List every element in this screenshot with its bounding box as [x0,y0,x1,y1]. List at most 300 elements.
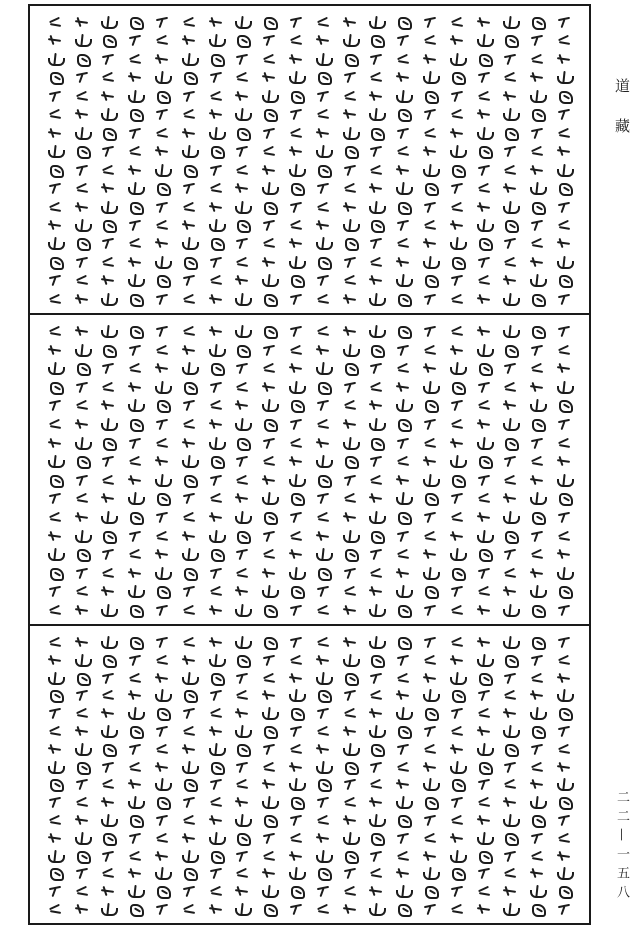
seal-script-glyph [181,274,197,286]
seal-script-glyph [234,814,250,826]
seal-script-glyph [181,689,197,701]
seal-script-glyph [368,903,384,915]
seal-script-glyph [261,850,277,862]
seal-script-glyph [342,492,358,504]
seal-script-glyph [234,53,250,65]
text-column [71,325,93,616]
seal-script-glyph [529,16,545,28]
seal-script-glyph [288,761,304,773]
seal-script-glyph [234,325,250,337]
seal-script-glyph [74,585,90,597]
seal-script-glyph [422,71,438,83]
seal-script-glyph [342,636,358,648]
seal-script-glyph [502,725,518,737]
seal-script-glyph [127,604,143,616]
seal-script-glyph [556,585,572,597]
seal-script-glyph [261,219,277,231]
seal-script-glyph [315,832,331,844]
seal-script-glyph [342,604,358,616]
seal-script-glyph [342,778,358,790]
seal-script-glyph [234,293,250,305]
seal-script-glyph [47,437,63,449]
seal-script-glyph [100,604,116,616]
seal-script-glyph [208,530,224,542]
seal-script-glyph [234,201,250,213]
seal-script-glyph [208,399,224,411]
seal-script-glyph [208,455,224,467]
seal-script-glyph [315,90,331,102]
seal-script-glyph [181,437,197,449]
seal-script-glyph [47,672,63,684]
seal-script-glyph [315,418,331,430]
seal-script-glyph [127,437,143,449]
seal-script-glyph [449,219,465,231]
seal-script-glyph [234,362,250,374]
seal-script-glyph [100,274,116,286]
seal-script-glyph [529,418,545,430]
seal-script-glyph [556,604,572,616]
scripture-page-frame [28,4,591,925]
seal-script-glyph [449,164,465,176]
seal-script-glyph [234,672,250,684]
seal-script-glyph [449,108,465,120]
seal-script-glyph [288,654,304,666]
seal-script-glyph [100,182,116,194]
seal-script-glyph [395,127,411,139]
seal-script-glyph [74,127,90,139]
seal-script-glyph [476,53,492,65]
seal-script-glyph [261,743,277,755]
seal-script-glyph [368,511,384,523]
seal-script-glyph [315,474,331,486]
text-column [97,325,119,616]
seal-script-glyph [422,418,438,430]
seal-script-glyph [74,182,90,194]
seal-script-glyph [208,34,224,46]
seal-script-glyph [529,743,545,755]
seal-script-glyph [208,654,224,666]
seal-script-glyph [529,492,545,504]
seal-script-glyph [154,293,170,305]
seal-script-glyph [234,381,250,393]
seal-script-glyph [47,636,63,648]
seal-script-glyph [395,437,411,449]
seal-script-glyph [100,548,116,560]
seal-script-glyph [288,418,304,430]
seal-script-glyph [476,867,492,879]
seal-script-glyph [342,437,358,449]
seal-script-glyph [288,814,304,826]
seal-script-glyph [342,34,358,46]
seal-script-glyph [368,455,384,467]
seal-script-glyph [154,567,170,579]
seal-script-glyph [529,164,545,176]
seal-script-glyph [529,455,545,467]
seal-script-glyph [181,325,197,337]
seal-script-glyph [476,778,492,790]
seal-script-glyph [74,492,90,504]
seal-script-glyph [502,761,518,773]
seal-script-glyph [288,530,304,542]
seal-script-glyph [127,867,143,879]
text-column [499,636,521,915]
seal-script-glyph [234,71,250,83]
text-column [97,16,119,305]
seal-script-glyph [47,850,63,862]
seal-script-glyph [368,34,384,46]
seal-script-glyph [234,567,250,579]
seal-script-glyph [74,164,90,176]
seal-script-glyph [529,850,545,862]
seal-script-glyph [342,814,358,826]
seal-script-glyph [342,53,358,65]
seal-script-glyph [234,761,250,773]
text-column [473,325,495,616]
seal-script-glyph [395,725,411,737]
seal-script-glyph [502,381,518,393]
seal-script-glyph [449,182,465,194]
seal-script-glyph [476,689,492,701]
seal-script-glyph [261,344,277,356]
seal-script-glyph [154,511,170,523]
seal-script-glyph [556,34,572,46]
seal-script-glyph [422,164,438,176]
seal-script-glyph [342,474,358,486]
seal-script-glyph [288,256,304,268]
seal-script-glyph [288,725,304,737]
seal-script-glyph [208,725,224,737]
seal-script-glyph [315,725,331,737]
seal-script-glyph [476,182,492,194]
seal-script-glyph [529,761,545,773]
seal-script-glyph [395,654,411,666]
seal-script-glyph [181,530,197,542]
seal-script-glyph [288,127,304,139]
seal-script-glyph [502,492,518,504]
text-column [312,16,334,305]
seal-script-glyph [368,381,384,393]
seal-script-glyph [315,237,331,249]
seal-script-glyph [502,885,518,897]
seal-script-glyph [74,654,90,666]
seal-script-glyph [127,707,143,719]
seal-script-glyph [315,885,331,897]
seal-script-glyph [100,201,116,213]
seal-script-glyph [502,511,518,523]
seal-script-glyph [261,362,277,374]
seal-script-glyph [395,145,411,157]
seal-script-glyph [476,636,492,648]
seal-script-glyph [127,53,143,65]
seal-script-glyph [261,567,277,579]
seal-script-glyph [208,604,224,616]
seal-script-glyph [208,636,224,648]
seal-script-glyph [529,903,545,915]
seal-script-glyph [100,108,116,120]
seal-script-glyph [315,182,331,194]
seal-script-glyph [476,585,492,597]
seal-script-glyph [47,867,63,879]
seal-script-glyph [422,53,438,65]
seal-script-glyph [154,604,170,616]
seal-script-glyph [234,90,250,102]
seal-script-glyph [127,344,143,356]
seal-script-glyph [368,567,384,579]
text-column [499,16,521,305]
seal-script-glyph [234,707,250,719]
seal-script-glyph [208,567,224,579]
seal-script-glyph [342,455,358,467]
seal-script-glyph [449,796,465,808]
seal-script-glyph [127,71,143,83]
seal-script-glyph [368,743,384,755]
seal-script-glyph [342,182,358,194]
seal-script-glyph [208,71,224,83]
seal-script-glyph [208,585,224,597]
seal-script-glyph [556,381,572,393]
seal-script-glyph [100,778,116,790]
seal-script-glyph [449,90,465,102]
seal-script-glyph [422,761,438,773]
seal-script-glyph [342,743,358,755]
seal-script-glyph [154,796,170,808]
seal-script-glyph [47,108,63,120]
seal-script-glyph [234,164,250,176]
seal-script-glyph [368,796,384,808]
seal-script-glyph [476,293,492,305]
seal-script-glyph [529,725,545,737]
seal-script-glyph [449,761,465,773]
seal-script-glyph [556,814,572,826]
seal-script-glyph [368,325,384,337]
seal-script-glyph [234,474,250,486]
seal-script-glyph [234,636,250,648]
seal-script-glyph [100,344,116,356]
seal-script-glyph [181,492,197,504]
seal-script-glyph [208,182,224,194]
seal-script-glyph [395,903,411,915]
seal-script-glyph [288,636,304,648]
text-column [231,16,253,305]
seal-script-glyph [261,437,277,449]
seal-script-glyph [368,399,384,411]
seal-script-glyph [208,796,224,808]
seal-script-glyph [74,145,90,157]
seal-script-glyph [181,293,197,305]
seal-script-glyph [181,201,197,213]
seal-script-glyph [181,761,197,773]
seal-script-glyph [100,492,116,504]
seal-script-glyph [395,293,411,305]
seal-script-glyph [100,850,116,862]
seal-script-glyph [74,344,90,356]
seal-script-glyph [127,399,143,411]
seal-script-glyph [234,604,250,616]
seal-script-glyph [208,381,224,393]
seal-script-glyph [556,293,572,305]
seal-script-glyph [502,707,518,719]
seal-script-glyph [208,201,224,213]
text-column [339,636,361,915]
text-column [392,325,414,616]
seal-script-glyph [502,672,518,684]
seal-script-glyph [342,201,358,213]
text-column [553,636,575,915]
seal-script-glyph [476,850,492,862]
seal-script-glyph [476,743,492,755]
seal-script-glyph [315,672,331,684]
seal-script-glyph [449,418,465,430]
seal-script-glyph [529,274,545,286]
seal-script-glyph [342,219,358,231]
seal-script-glyph [181,867,197,879]
seal-script-glyph [449,511,465,523]
seal-script-glyph [208,256,224,268]
seal-script-glyph [208,761,224,773]
seal-script-glyph [395,108,411,120]
text-column [526,636,548,915]
seal-script-glyph [449,604,465,616]
seal-script-glyph [181,164,197,176]
seal-script-glyph [127,90,143,102]
seal-script-glyph [342,654,358,666]
seal-script-glyph [556,108,572,120]
seal-script-glyph [181,725,197,737]
seal-script-glyph [449,344,465,356]
seal-script-glyph [47,796,63,808]
seal-script-glyph [127,903,143,915]
seal-script-glyph [395,34,411,46]
seal-script-glyph [476,725,492,737]
seal-script-glyph [261,418,277,430]
seal-script-glyph [154,34,170,46]
seal-script-glyph [288,796,304,808]
text-column [285,16,307,305]
seal-script-glyph [74,604,90,616]
seal-script-glyph [395,850,411,862]
seal-script-glyph [47,604,63,616]
seal-script-glyph [476,604,492,616]
seal-script-glyph [288,108,304,120]
seal-script-glyph [502,164,518,176]
seal-script-glyph [422,743,438,755]
seal-script-glyph [395,743,411,755]
seal-script-glyph [47,707,63,719]
seal-script-glyph [261,71,277,83]
seal-script-glyph [288,344,304,356]
collection-mark-1: 道 [613,78,631,97]
seal-script-glyph [315,796,331,808]
text-column [44,16,66,305]
seal-script-glyph [127,256,143,268]
seal-script-glyph [529,90,545,102]
seal-script-glyph [181,145,197,157]
seal-script-glyph [342,237,358,249]
seal-script-glyph [234,256,250,268]
seal-script-glyph [261,725,277,737]
seal-script-glyph [342,127,358,139]
seal-script-glyph [261,814,277,826]
seal-script-glyph [315,201,331,213]
seal-script-glyph [154,885,170,897]
seal-script-glyph [261,108,277,120]
seal-script-glyph [261,604,277,616]
seal-script-glyph [476,548,492,560]
seal-script-glyph [342,344,358,356]
seal-script-glyph [127,850,143,862]
seal-script-glyph [100,293,116,305]
seal-script-glyph [342,256,358,268]
seal-script-glyph [100,903,116,915]
seal-script-glyph [154,274,170,286]
seal-script-glyph [502,548,518,560]
seal-script-glyph [74,16,90,28]
seal-script-glyph [449,530,465,542]
seal-script-glyph [181,511,197,523]
text-column [231,636,253,915]
seal-script-glyph [154,344,170,356]
seal-script-glyph [154,548,170,560]
seal-script-glyph [234,511,250,523]
seal-script-glyph [556,867,572,879]
seal-script-glyph [47,182,63,194]
seal-script-glyph [502,274,518,286]
seal-script-glyph [315,761,331,773]
seal-script-glyph [368,164,384,176]
seal-script-glyph [288,201,304,213]
seal-script-glyph [127,672,143,684]
seal-script-glyph [449,548,465,560]
seal-script-glyph [342,381,358,393]
seal-script-glyph [127,725,143,737]
seal-script-glyph [422,256,438,268]
seal-script-glyph [342,903,358,915]
seal-script-glyph [74,725,90,737]
seal-script-glyph [127,274,143,286]
seal-script-glyph [181,16,197,28]
seal-script-glyph [529,814,545,826]
seal-script-glyph [181,71,197,83]
seal-script-glyph [529,182,545,194]
seal-script-glyph [288,672,304,684]
seal-script-glyph [154,381,170,393]
seal-script-glyph [100,145,116,157]
seal-script-glyph [476,256,492,268]
seal-script-glyph [368,362,384,374]
seal-script-glyph [181,796,197,808]
seal-script-glyph [100,455,116,467]
seal-script-glyph [449,127,465,139]
seal-script-glyph [556,530,572,542]
seal-script-glyph [261,672,277,684]
seal-script-glyph [181,418,197,430]
seal-script-glyph [234,585,250,597]
seal-script-glyph [502,778,518,790]
seal-script-glyph [422,325,438,337]
seal-script-glyph [181,850,197,862]
text-column [365,636,387,915]
seal-script-glyph [315,567,331,579]
seal-script-glyph [342,71,358,83]
text-panel-middle [30,315,589,626]
seal-script-glyph [47,145,63,157]
seal-script-glyph [208,832,224,844]
seal-script-glyph [74,636,90,648]
seal-script-glyph [395,201,411,213]
seal-script-glyph [234,237,250,249]
seal-script-glyph [395,707,411,719]
seal-script-glyph [181,778,197,790]
